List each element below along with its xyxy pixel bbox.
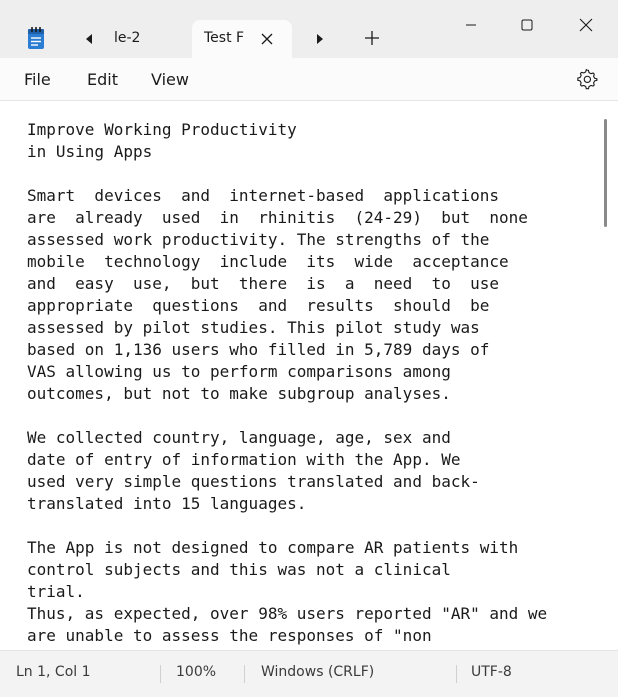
close-window-icon[interactable] xyxy=(576,16,596,34)
status-encoding[interactable]: UTF-8 xyxy=(471,664,512,680)
notepad-icon xyxy=(26,26,46,50)
status-divider xyxy=(244,665,245,683)
editor-content[interactable]: Improve Working Productivity in Using Apps Smart devices and internet-based applications are already used in rhinitis (24-29) but none assessed work productivity. The strengths of the mobile technology include its wide acceptance and easy use, but there is a need to use appropriate questions and results should be assessed by pilot studies. This pilot study was based on 1,136 users who filled in 5,789 days of VAS allowing us to perform comparisons among outcomes, but not to make subgroup analyses. We collected country, language, age, sex and date of entry of information with the App. We used very simple questions translated and back- translated into 15 languages. The App is not designed to compare AR patients with control subjects and this was not a clinical trial. Thus, as expected, over 98% users reported "AR" and we are unable to assess the responses of "non xyxy=(27,120,548,645)
menu-bar xyxy=(0,58,618,101)
tab-inactive-label[interactable]: le-2 xyxy=(114,30,141,46)
maximize-icon[interactable] xyxy=(517,16,537,34)
close-icon[interactable] xyxy=(260,32,274,46)
chevron-left-icon[interactable] xyxy=(82,32,96,46)
title-bar xyxy=(0,0,618,58)
status-bar xyxy=(0,650,618,697)
plus-icon[interactable] xyxy=(364,30,380,46)
status-cursor-position: Ln 1, Col 1 xyxy=(16,664,91,680)
status-divider xyxy=(160,665,161,683)
gear-icon[interactable] xyxy=(576,68,598,90)
vertical-scrollbar[interactable] xyxy=(604,119,607,227)
status-divider xyxy=(456,665,457,683)
status-line-ending[interactable]: Windows (CRLF) xyxy=(261,664,375,680)
menu-file[interactable]: File xyxy=(24,70,51,89)
tab-active[interactable] xyxy=(192,20,292,58)
status-zoom[interactable]: 100% xyxy=(176,664,217,680)
menu-edit[interactable]: Edit xyxy=(87,70,118,89)
tab-active-label[interactable]: Test F xyxy=(204,30,245,46)
minimize-icon[interactable] xyxy=(461,16,481,34)
menu-view[interactable]: View xyxy=(151,70,189,89)
chevron-right-icon[interactable] xyxy=(313,32,327,46)
text-editor[interactable] xyxy=(0,101,618,650)
